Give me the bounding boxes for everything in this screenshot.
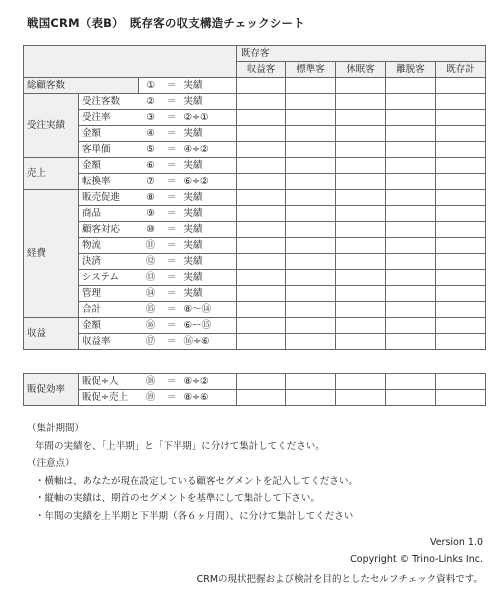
input-cell[interactable]	[286, 174, 336, 190]
row-number: ⑭	[139, 286, 163, 302]
input-cell[interactable]	[436, 190, 486, 206]
input-cell[interactable]	[286, 286, 336, 302]
equals-sign: ＝	[163, 238, 181, 254]
input-cell[interactable]	[386, 238, 436, 254]
input-cell[interactable]	[286, 238, 336, 254]
input-cell[interactable]	[237, 254, 286, 270]
input-cell[interactable]	[336, 174, 386, 190]
input-cell[interactable]	[336, 110, 386, 126]
row-number: ④	[139, 126, 163, 142]
table-row	[24, 286, 486, 302]
table-row	[24, 126, 486, 142]
table-row	[24, 302, 486, 318]
row-number: ⑧	[139, 190, 163, 206]
row-formula: 実績	[181, 286, 237, 302]
equals-sign: ＝	[163, 126, 181, 142]
row-number: ②	[139, 94, 163, 110]
row-sub-label: 収益率	[79, 334, 139, 350]
input-cell[interactable]	[286, 390, 336, 406]
input-cell[interactable]	[336, 318, 386, 334]
input-cell[interactable]	[386, 254, 436, 270]
period-heading: （集計期間）	[27, 423, 85, 434]
input-cell[interactable]	[286, 222, 336, 238]
row-sub-label: 販促÷人	[79, 374, 139, 390]
input-cell[interactable]	[386, 158, 436, 174]
row-formula: ⑥ー⑮	[181, 318, 237, 334]
note-item: ・年間の実績を上半期と下半期（各６ヶ月間）、に分けて集計してください	[35, 510, 354, 522]
input-cell[interactable]	[286, 78, 336, 94]
equals-sign: ＝	[163, 286, 181, 302]
input-cell[interactable]	[286, 126, 336, 142]
row-sub-label: 決済	[79, 254, 139, 270]
equals-sign: ＝	[163, 222, 181, 238]
equals-sign: ＝	[163, 374, 181, 390]
version-label: Version 1.0	[429, 537, 483, 548]
input-cell[interactable]	[436, 374, 486, 390]
input-cell[interactable]	[286, 302, 336, 318]
input-cell[interactable]	[436, 222, 486, 238]
input-cell[interactable]	[286, 190, 336, 206]
input-cell[interactable]	[237, 286, 286, 302]
input-cell[interactable]	[436, 126, 486, 142]
input-cell[interactable]	[237, 270, 286, 286]
row-formula: 実績	[181, 270, 237, 286]
input-cell[interactable]	[336, 94, 386, 110]
input-cell[interactable]	[386, 174, 436, 190]
col-header: 休眠客	[336, 62, 386, 78]
table-row	[24, 190, 486, 206]
row-sub-label: 金額	[79, 318, 139, 334]
row-formula: 実績	[181, 126, 237, 142]
equals-sign: ＝	[163, 270, 181, 286]
input-cell[interactable]	[386, 270, 436, 286]
copyright-label: Copyright © Trino-Links Inc.	[350, 554, 483, 565]
table-row	[24, 94, 486, 110]
table-row	[24, 78, 486, 94]
row-group-label: 経費	[24, 190, 79, 318]
input-cell[interactable]	[286, 318, 336, 334]
row-sub-label: 販売促進	[79, 190, 139, 206]
input-cell[interactable]	[386, 318, 436, 334]
row-formula: 実績	[181, 206, 237, 222]
input-cell[interactable]	[286, 110, 336, 126]
input-cell[interactable]	[237, 142, 286, 158]
input-cell[interactable]	[436, 318, 486, 334]
input-cell[interactable]	[336, 206, 386, 222]
input-cell[interactable]	[286, 374, 336, 390]
input-cell[interactable]	[436, 78, 486, 94]
input-cell[interactable]	[237, 334, 286, 350]
row-group-label: 受注実績	[24, 94, 79, 158]
equals-sign: ＝	[163, 302, 181, 318]
input-cell[interactable]	[336, 286, 386, 302]
input-cell[interactable]	[286, 334, 336, 350]
purpose-label: CRMの現状把握および検討を目的としたセルフチェック資料です。	[196, 574, 483, 585]
row-sub-label: 販促÷売上	[79, 390, 139, 406]
col-header: 離脱客	[386, 62, 436, 78]
efficiency-table	[23, 373, 486, 406]
table-row	[24, 174, 486, 190]
row-number: ⑬	[139, 270, 163, 286]
input-cell[interactable]	[336, 270, 386, 286]
row-number: ③	[139, 110, 163, 126]
input-cell[interactable]	[386, 206, 436, 222]
input-cell[interactable]	[237, 174, 286, 190]
row-formula: ②÷①	[181, 110, 237, 126]
input-cell[interactable]	[237, 222, 286, 238]
col-header: 標準客	[286, 62, 336, 78]
row-sub-label: 合計	[79, 302, 139, 318]
row-formula: 実績	[181, 158, 237, 174]
equals-sign: ＝	[163, 390, 181, 406]
input-cell[interactable]	[436, 94, 486, 110]
equals-sign: ＝	[163, 254, 181, 270]
input-cell[interactable]	[237, 206, 286, 222]
input-cell[interactable]	[336, 334, 386, 350]
row-sub-label: 受注客数	[79, 94, 139, 110]
equals-sign: ＝	[163, 110, 181, 126]
input-cell[interactable]	[386, 334, 436, 350]
input-cell[interactable]	[286, 158, 336, 174]
row-sub-label: 金額	[79, 126, 139, 142]
row-number: ⑤	[139, 142, 163, 158]
table-row	[24, 206, 486, 222]
input-cell[interactable]	[436, 158, 486, 174]
input-cell[interactable]	[436, 286, 486, 302]
input-cell[interactable]	[336, 126, 386, 142]
table-row	[24, 158, 486, 174]
equals-sign: ＝	[163, 318, 181, 334]
col-header: 既存計	[436, 62, 486, 78]
row-formula: 実績	[181, 222, 237, 238]
equals-sign: ＝	[163, 158, 181, 174]
header-blank	[24, 46, 237, 78]
table-row	[24, 238, 486, 254]
row-sub-label: 金額	[79, 158, 139, 174]
row-group-label: 販促効率	[24, 374, 79, 406]
row-number: ⑨	[139, 206, 163, 222]
input-cell[interactable]	[386, 78, 436, 94]
input-cell[interactable]	[286, 94, 336, 110]
equals-sign: ＝	[163, 334, 181, 350]
row-formula: ⑧÷②	[181, 374, 237, 390]
row-number: ⑲	[139, 390, 163, 406]
note-item: ・縦軸の実績は、期首のセグメントを基準にして集計して下さい。	[35, 493, 320, 504]
equals-sign: ＝	[163, 174, 181, 190]
row-group-label: 売上	[24, 158, 79, 190]
input-cell[interactable]	[286, 206, 336, 222]
row-sub-label: 転換率	[79, 174, 139, 190]
crm-table	[23, 45, 486, 350]
input-cell[interactable]	[436, 302, 486, 318]
table-row	[24, 270, 486, 286]
row-sub-label: 管理	[79, 286, 139, 302]
input-cell[interactable]	[386, 142, 436, 158]
table-row	[24, 390, 486, 406]
input-cell[interactable]	[237, 390, 286, 406]
row-number: ⑯	[139, 318, 163, 334]
input-cell[interactable]	[436, 254, 486, 270]
row-formula: 実績	[181, 254, 237, 270]
row-formula: ⑧÷⑥	[181, 390, 237, 406]
input-cell[interactable]	[436, 142, 486, 158]
notes-section	[27, 420, 358, 525]
table-row	[24, 222, 486, 238]
row-formula: 実績	[181, 78, 237, 94]
row-formula: 実績	[181, 94, 237, 110]
notes-heading: （注意点）	[27, 458, 75, 469]
row-number: ⑱	[139, 374, 163, 390]
col-header: 収益客	[237, 62, 286, 78]
input-cell[interactable]	[436, 206, 486, 222]
input-cell[interactable]	[237, 318, 286, 334]
row-sub-label: 受注率	[79, 110, 139, 126]
input-cell[interactable]	[436, 110, 486, 126]
input-cell[interactable]	[336, 238, 386, 254]
input-cell[interactable]	[237, 158, 286, 174]
input-cell[interactable]	[237, 238, 286, 254]
input-cell[interactable]	[386, 126, 436, 142]
row-number: ①	[139, 78, 163, 94]
row-number: ⑫	[139, 254, 163, 270]
input-cell[interactable]	[386, 302, 436, 318]
row-number: ⑪	[139, 238, 163, 254]
input-cell[interactable]	[386, 110, 436, 126]
input-cell[interactable]	[336, 390, 386, 406]
row-sub-label: システム	[79, 270, 139, 286]
row-number: ⑰	[139, 334, 163, 350]
equals-sign: ＝	[163, 78, 181, 94]
input-cell[interactable]	[336, 222, 386, 238]
row-sub-label: 客単価	[79, 142, 139, 158]
sheet-title: 戦国CRM（表B） 既存客の収支構造チェックシート	[27, 16, 305, 30]
input-cell[interactable]	[237, 126, 286, 142]
header-group: 既存客	[237, 46, 486, 62]
period-text: 年間の実績を、「上半期」と「下半期」に分けて集計してください。	[35, 440, 325, 452]
row-sub-label: 顧客対応	[79, 222, 139, 238]
equals-sign: ＝	[163, 190, 181, 206]
input-cell[interactable]	[336, 302, 386, 318]
table-row	[24, 318, 486, 334]
equals-sign: ＝	[163, 206, 181, 222]
table-row	[24, 334, 486, 350]
input-cell[interactable]	[336, 374, 386, 390]
input-cell[interactable]	[336, 142, 386, 158]
input-cell[interactable]	[336, 158, 386, 174]
input-cell[interactable]	[237, 110, 286, 126]
input-cell[interactable]	[286, 142, 336, 158]
input-cell[interactable]	[436, 390, 486, 406]
input-cell[interactable]	[386, 286, 436, 302]
equals-sign: ＝	[163, 142, 181, 158]
table-row	[24, 254, 486, 270]
row-number: ⑦	[139, 174, 163, 190]
input-cell[interactable]	[436, 270, 486, 286]
input-cell[interactable]	[336, 190, 386, 206]
row-number: ⑥	[139, 158, 163, 174]
table-row	[24, 110, 486, 126]
table-row	[24, 142, 486, 158]
input-cell[interactable]	[237, 374, 286, 390]
input-cell[interactable]	[237, 94, 286, 110]
row-formula: 実績	[181, 238, 237, 254]
row-formula: ⑧〜⑭	[181, 302, 237, 318]
input-cell[interactable]	[237, 78, 286, 94]
table-row	[24, 374, 486, 390]
input-cell[interactable]	[336, 254, 386, 270]
input-cell[interactable]	[237, 190, 286, 206]
input-cell[interactable]	[436, 238, 486, 254]
input-cell[interactable]	[286, 270, 336, 286]
input-cell[interactable]	[336, 78, 386, 94]
input-cell[interactable]	[286, 254, 336, 270]
row-formula: ⑥÷②	[181, 174, 237, 190]
input-cell[interactable]	[386, 94, 436, 110]
input-cell[interactable]	[436, 174, 486, 190]
row-formula: ⑯÷⑥	[181, 334, 237, 350]
input-cell[interactable]	[237, 302, 286, 318]
note-item: ・横軸は、あなたが現在設定している顧客セグメントを記入してください。	[35, 475, 358, 487]
input-cell[interactable]	[386, 390, 436, 406]
input-cell[interactable]	[386, 374, 436, 390]
row-group-label: 総顧客数	[24, 78, 139, 94]
row-formula: 実績	[181, 190, 237, 206]
row-number: ⑩	[139, 222, 163, 238]
row-number: ⑮	[139, 302, 163, 318]
row-formula: ④÷②	[181, 142, 237, 158]
input-cell[interactable]	[436, 334, 486, 350]
row-sub-label: 物流	[79, 238, 139, 254]
input-cell[interactable]	[386, 222, 436, 238]
row-sub-label: 商品	[79, 206, 139, 222]
row-group-label: 収益	[24, 318, 79, 350]
equals-sign: ＝	[163, 94, 181, 110]
input-cell[interactable]	[386, 190, 436, 206]
